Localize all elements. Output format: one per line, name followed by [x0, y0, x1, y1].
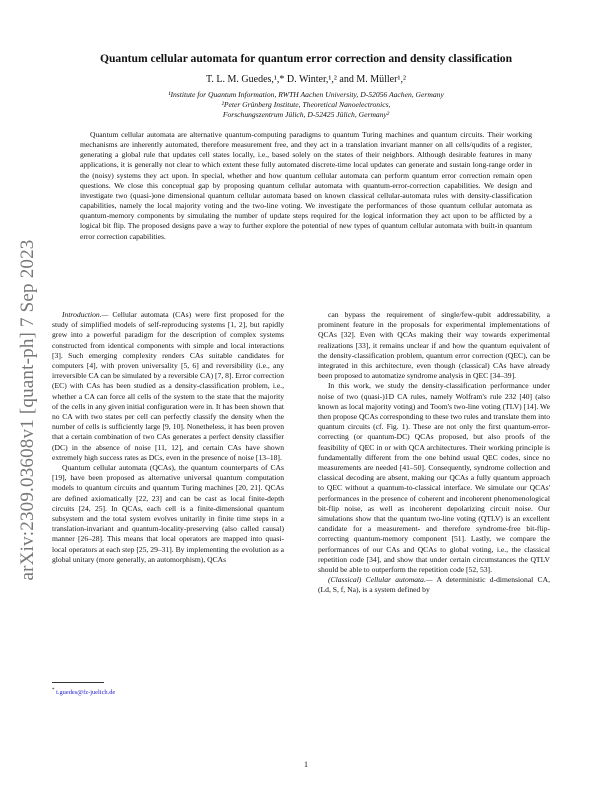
arxiv-identifier: arXiv:2309.03608v1 [quant-ph] 7 Sep 2023	[17, 239, 38, 581]
paragraph-text: In this work, we study the density-classification performance under noise of two (quasi-)1D CA rules, namely Wolfram's rule 232 [40] (also known as local majority voting) and Toom's two-line voting (TLV) [14]. We then propose QCAs corresponding to these two rules and translate them into quantum circuits (cf. Fig. 1). These are not only the first quantum-error-correcting (or quantum-DC) QCAs proposed, but also proofs of the feasibility of QEC in or with QCA architectures. Their working principle is fundamentally different from the one behind usual QEC codes, since no measurements are needed [41–50]. Consequently, syndrome collection and classical decoding are absent, making our QCAs a fully quantum approach to QEC without a quantum-to-classical interface. We simulate our QCAs' performances in the presence of coherent and incoherent phenomenological bit-flip noise, as well as incoherent depolarizing circuit noise. Our simulations show that the quantum two-line voting (QTLV) is an excellent candidate for a measurement- and therefore syndrome-free bit-flip-correcting quantum-memory component [51]. Lastly, we compare the performances of our CAs and QCAs to global voting, i.e., the classical repetition code [34], and show that under certain circumstances the QTLV should be able to outperform the repetition code [52, 53].	[318, 381, 550, 575]
section-heading: Introduction.—	[62, 310, 109, 319]
paragraph-text: Quantum cellular automata (QCAs), the quantum counterparts of CAs [19], have been proposed as alternative universal quantum computation models to quantum circuits and quantum Turing machines [20, 21]. QCAs are defined axiomatically [22, 23] and can be cast as local finite-depth circuits [24, 25]. In QCAs, each cell is a finite-dimensional quantum subsystem and the total system evolves unitarily in finite time steps in a translation-invariant and quantum-locality-preserving (also called causal) manner [26–28]. This means that local operators are mapped into quasi-local operators at each step [25, 29–31]. By implementing the evolution as a global unitary (more generally, an automorphism), QCAs	[52, 463, 284, 564]
corresponding-email-link[interactable]: t.guedes@fz-juelich.de	[56, 689, 116, 697]
footnote-rule	[52, 682, 104, 683]
arxiv-sidebar	[8, 220, 48, 600]
paragraph	[318, 310, 550, 381]
affiliation-line: ¹Institute for Quantum Information, RWTH Aachen University, D-52056 Aachen, Germany	[168, 90, 444, 99]
paragraph	[318, 381, 550, 575]
footnote-marker: *	[52, 688, 55, 693]
page-number: 1	[304, 760, 308, 769]
paper-title: Quantum cellular automata for quantum error correction and density classification	[99, 52, 513, 65]
body-column-right	[318, 310, 550, 596]
affiliations	[60, 90, 552, 120]
paragraph-text: Cellular automata (CAs) were first proposed for the study of simplified models of self-reproducing systems [1, 2], but rapidly grew into a powerful paradigm for the description of complex systems constructed from identical components with simple and local interactions [3]. Such emerging complexity renders CAs suitable candidates for computers [4], with proven universality [5, 6] and reversibility (i.e., any irreversible CA can be simulated by a reversible CA) [7, 8]. Error correction (EC) with CAs has been studied as a density-classification problem, i.e., whether a CA can force all cells of the system to the state that the majority of the cells in any given initial configuration were in. It has been shown that no CA with two states per cell can perfectly classify the density when the number of cells is sufficiently large [9, 10]. Nonetheless, it has been proven that a certain combination of two CAs generates a perfect density classifier (DC) in the absence of noise [11, 12], and certain CAs have shown extremely high success rates as DCs, even in the presence of noise [13–18].	[52, 310, 284, 462]
body-column-left	[52, 310, 284, 565]
footnote	[52, 688, 115, 696]
paragraph	[52, 463, 284, 565]
section-heading: (Classical) Cellular automata.—	[328, 575, 433, 585]
affiliation-line: ²Peter Grünberg Institute, Theoretical Nanoelectronics,	[221, 100, 391, 109]
paragraph	[318, 575, 550, 595]
paragraph-text: A deterministic d-dimensional CA, (Ld, S, f, Na), is a system defined by	[318, 575, 550, 595]
paragraph-text: can bypass the requirement of single/few-qubit addressability, a prominent feature in the proposals for experimental implementations of QCAs [32]. Even with QCAs making their way towards experimental realizations [33], it remains unclear if and how the quantum equivalent of the density-classification problem, quantum error correction (QEC), can be integrated in this architecture, even though (classical) CAs have already been proposed to automatize syndrome analysis in QEC [34–39].	[318, 310, 550, 381]
author-list: T. L. M. Guedes,¹,* D. Winter,¹,² and M. Müller¹,²	[206, 74, 406, 85]
abstract: Quantum cellular automata are alternative quantum-computing paradigms to quantum Turing machines and quantum circuits. Their working mechanisms are inherently automated, therefore measurement free, and they act in a translation invariant manner on all cells/qudits of a register, generating a global rule that updates cell states locally, i.e., based solely on the states of their neighbors. Although desirable features in many applications, it is generally not clear to which extent these fully automated discrete-time local updates can generate and sustain long-range order in the (noisy) systems they act upon. In special, whether and how quantum cellular automata can perform quantum error correction remain open questions. We close this conceptual gap by proposing quantum cellular automata with quantum-error-correction capabilities. We design and investigate two (quasi-)one dimensional quantum cellular automata based on known classical cellular-automata rules with density-classification capabilities, namely the local majority voting and the two-line voting. We investigate the performances of those quantum cellular automata as quantum-memory components by simulating the number of update steps required for the logical information they act upon to be afflicted by a logical bit flip. The proposed designs pave a way to further explore the potential of new types of quantum cellular automata with built-in quantum error correction capabilities.	[80, 130, 532, 241]
paragraph	[52, 310, 284, 463]
affiliation-line: Forschungszentrum Jülich, D-52425 Jülich, Germany²	[222, 110, 390, 119]
